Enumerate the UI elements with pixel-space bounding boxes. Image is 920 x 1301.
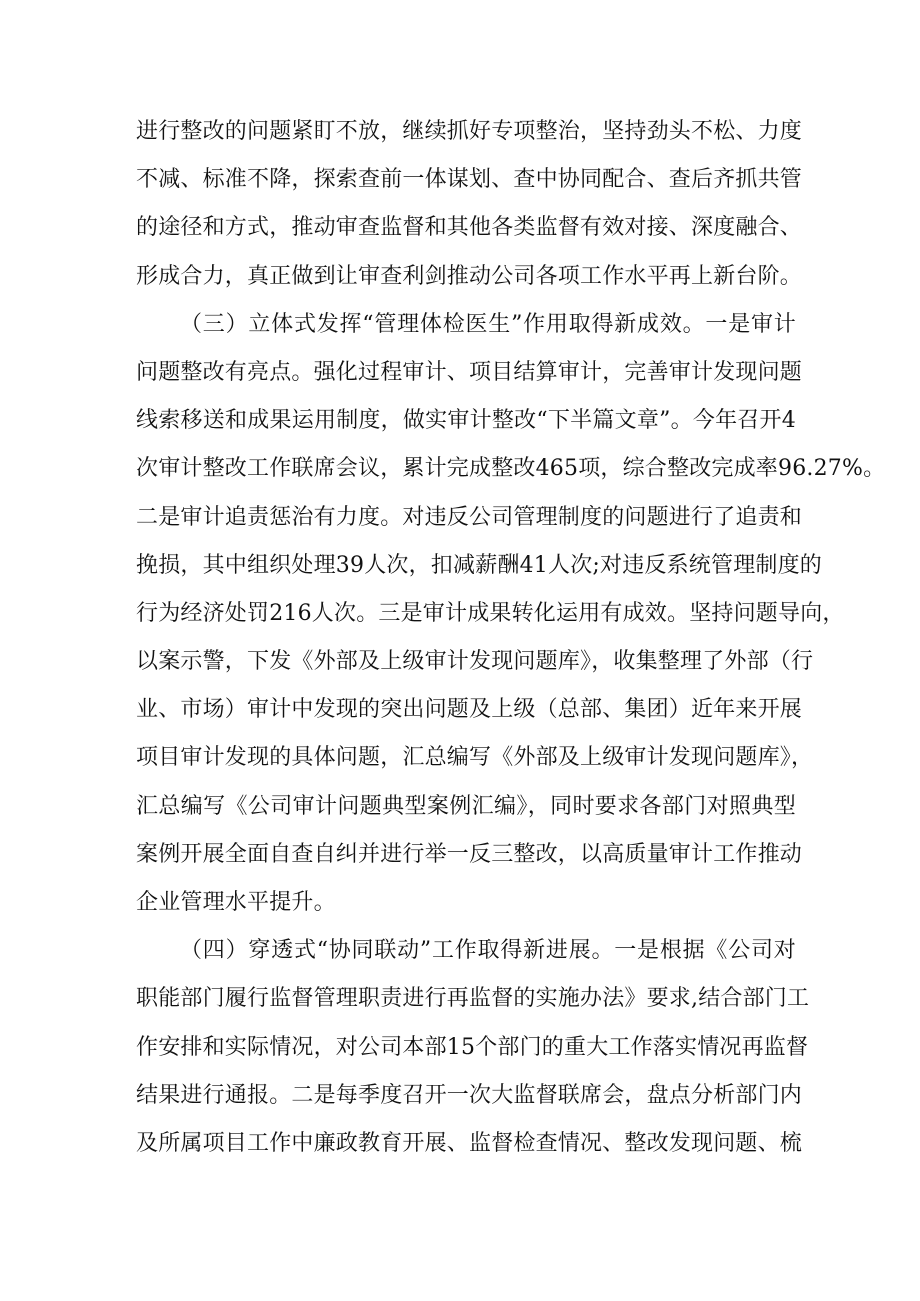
- section-heading-line: （四）穿透式“协同联动”工作取得新进展。一是根据《公司对: [180, 938, 796, 964]
- text-line: 作安排和实际情况，对公司本部15个部门的重大工作落实情况再监督: [136, 1034, 809, 1060]
- text-line: 行为经济处罚216人次。三是审计成果转化运用有成效。坚持问题导向，: [136, 600, 845, 626]
- text-line: 项目审计发现的具体问题，汇总编写《外部及上级审计发现问题库》，: [136, 745, 814, 771]
- text-line: 业、市场）审计中发现的突出问题及上级（总部、集团）近年来开展: [136, 697, 803, 723]
- section-heading-line: （三）立体式发挥“管理体检医生”作用取得新成效。一是审计: [180, 311, 796, 337]
- text-line: 的途径和方式，推动审查监督和其他各类监督有效对接、深度融合、: [136, 215, 803, 241]
- text-line: 次审计整改工作联席会议，累计完成整改465项，综合整改完成率96.27%。: [136, 456, 886, 482]
- text-line: 线索移送和成果运用制度，做实审计整改“下半篇文章”。今年召开4: [136, 408, 796, 434]
- body-text: [136, 108, 886, 1168]
- text-line: 结果进行通报。二是每季度召开一次大监督联席会，盘点分析部门内: [136, 1082, 803, 1108]
- text-line: 进行整改的问题紧盯不放，继续抓好专项整治，坚持劲头不松、力度: [136, 119, 803, 144]
- text-line: 企业管理水平提升。: [136, 890, 336, 915]
- text-line: 以案示警，下发《外部及上级审计发现问题库》，收集整理了外部（行: [136, 649, 814, 675]
- text-line: 汇总编写《公司审计问题典型案例汇编》，同时要求各部门对照典型: [136, 793, 796, 819]
- text-line: 挽损，其中组织处理39人次，扣减薪酬41人次;对违反系统管理制度的: [136, 552, 823, 578]
- text-line: 案例开展全面自查自纠并进行举一反三整改，以高质量审计工作推动: [136, 841, 803, 867]
- text-line: 职能部门履行监督管理职责进行再监督的实施办法》要求,结合部门工: [136, 986, 810, 1012]
- text-line: 问题整改有亮点。强化过程审计、项目结算审计，完善审计发现问题: [136, 359, 803, 385]
- text-line: 形成合力，真正做到让审查利剑推动公司各项工作水平再上新台阶。: [136, 263, 803, 289]
- text-line: 及所属项目工作中廉政教育开展、监督检查情况、整改发现问题、梳: [136, 1130, 803, 1156]
- text-line: 不减、标准不降，探索查前一体谋划、查中协同配合、查后齐抓共管: [136, 167, 803, 193]
- text-line: 二是审计追责惩治有力度。对违反公司管理制度的问题进行了追责和: [136, 504, 803, 530]
